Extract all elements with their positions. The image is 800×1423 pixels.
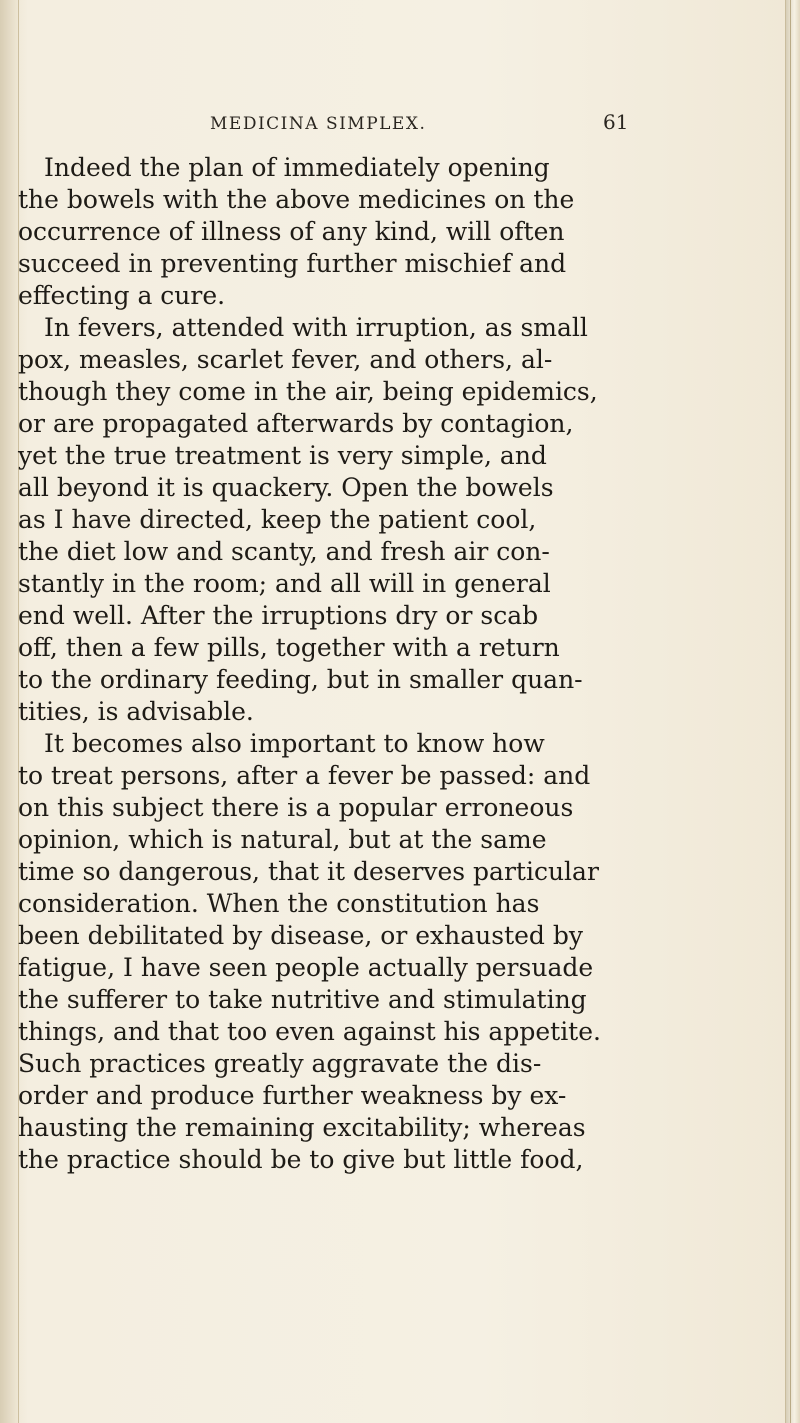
text-line: fatigue, I have seen people actually persuade [18, 953, 594, 982]
text-line: on this subject there is a popular erroneous [18, 793, 574, 822]
text-line: It becomes also important to know how [44, 729, 545, 758]
text-line: tities, is advisable. [18, 697, 254, 726]
text-line: consideration. When the constitution has [18, 889, 540, 918]
text-line: Such practices greatly aggravate the dis- [18, 1049, 542, 1078]
text-line: yet the true treatment is very simple, and [18, 441, 547, 470]
page-edge [785, 0, 800, 1423]
text-line: or are propagated afterwards by contagion, [18, 409, 574, 438]
text-line: as I have directed, keep the patient cool, [18, 505, 537, 534]
body-text [0, 152, 690, 1176]
text-line: In fevers, attended with irruption, as small [44, 313, 588, 342]
text-line: end well. After the irruptions dry or scab [18, 601, 539, 630]
text-line: to the ordinary feeding, but in smaller quan- [18, 665, 583, 694]
text-line: off, then a few pills, together with a return [18, 633, 560, 662]
text-line: though they come in the air, being epidemics, [18, 377, 598, 406]
text-line: the bowels with the above medicines on the [18, 185, 575, 214]
text-line: the diet low and scanty, and fresh air con- [18, 537, 550, 566]
text-line: things, and that too even against his appetite. [18, 1017, 601, 1046]
text-line: to treat persons, after a fever be passed: and [18, 761, 591, 790]
text-line: opinion, which is natural, but at the same [18, 825, 547, 854]
text-line: order and produce further weakness by ex- [18, 1081, 567, 1110]
text-line: the sufferer to take nutritive and stimulating [18, 985, 587, 1014]
text-line: succeed in preventing further mischief and [18, 249, 567, 278]
text-line: hausting the remaining excitability; whereas [18, 1113, 586, 1142]
text-line: been debilitated by disease, or exhausted by [18, 921, 583, 950]
text-line: effecting a cure. [18, 281, 226, 310]
running-title: MEDICINA SIMPLEX. [210, 114, 427, 134]
text-line: occurrence of illness of any kind, will often [18, 217, 565, 246]
page-number: 61 [603, 110, 629, 134]
text-line: stantly in the room; and all will in general [18, 569, 551, 598]
running-header [0, 110, 800, 138]
text-line: all beyond it is quackery. Open the bowels [18, 473, 554, 502]
text-line: time so dangerous, that it deserves particular [18, 857, 599, 886]
text-line: the practice should be to give but little food, [18, 1145, 584, 1174]
text-line: Indeed the plan of immediately opening [44, 153, 550, 182]
text-line: pox, measles, scarlet fever, and others, al- [18, 345, 553, 374]
